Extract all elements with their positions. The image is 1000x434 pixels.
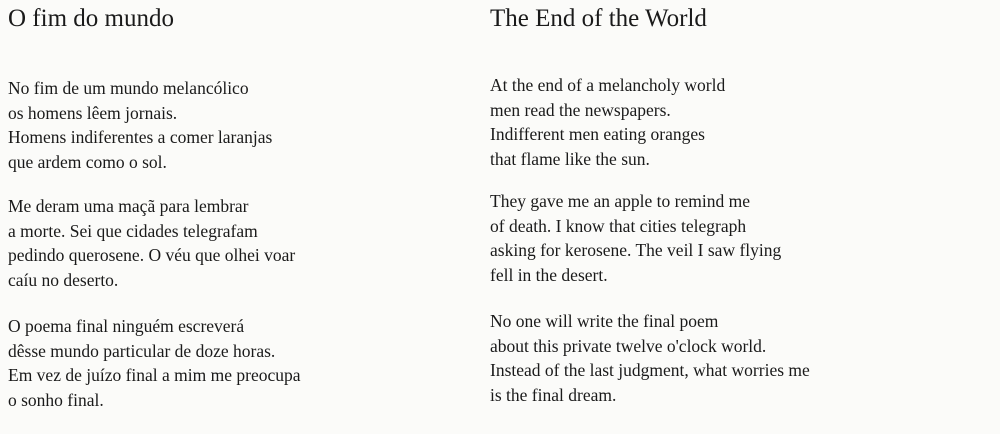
poem-line: Homens indiferentes a comer laranjas [8, 127, 273, 147]
portuguese-stanza-1 [8, 76, 272, 174]
poem-line: Indifferent men eating oranges [490, 124, 705, 144]
poem-line: At the end of a melancholy world [490, 75, 726, 95]
poem-line: pedindo querosene. O véu que olhei voar [8, 245, 296, 265]
poem-line: Em vez de juízo final a mim me preocupa [8, 365, 301, 385]
poem-line: Me deram uma maçã para lembrar [8, 196, 249, 216]
poem-line: O poema final ninguém escreverá [8, 316, 245, 336]
poem-line: No one will write the final poem [490, 311, 719, 331]
poem-line: caíu no deserto. [8, 269, 119, 290]
poem-line: No fim de um mundo melancólico [8, 78, 249, 98]
poem-line: Instead of the last judgment, what worries me [490, 360, 810, 380]
english-stanza-2 [490, 189, 781, 287]
poem-line: of death. I know that cities telegraph [490, 215, 747, 236]
poem-line: os homens lêem jornais. [8, 102, 178, 123]
poem-line: dêsse mundo particular de doze horas. [8, 340, 276, 361]
poem-line: fell in the desert. [490, 264, 608, 285]
poem-line: They gave me an apple to remind me [490, 191, 750, 211]
english-stanza-1 [490, 73, 725, 171]
portuguese-poem-title: O fim do mundo [8, 5, 174, 32]
english-poem-title: The End of the World [490, 5, 707, 32]
poem-line: asking for kerosene. The veil I saw flying [490, 240, 782, 260]
portuguese-stanza-2 [8, 194, 295, 292]
poem-line: a morte. Sei que cidades telegrafam [8, 220, 258, 241]
portuguese-stanza-3 [8, 314, 301, 412]
poem-line: that flame like the sun. [490, 148, 650, 169]
poem-line: about this private twelve o'clock world. [490, 335, 767, 356]
english-stanza-3 [490, 309, 810, 407]
poem-line: o sonho final. [8, 389, 104, 410]
poem-line: men read the newspapers. [490, 99, 671, 120]
poem-line: que ardem como o sol. [8, 151, 167, 172]
poem-line: is the final dream. [490, 384, 617, 405]
